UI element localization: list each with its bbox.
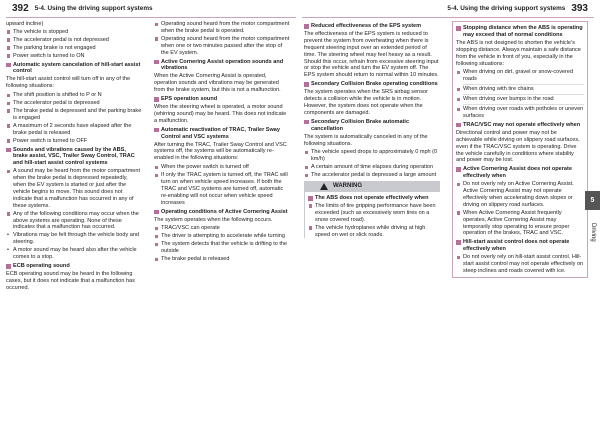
paragraph: The system operates when the SRS airbag sensor detects a collision while the vehicle is in motion. However, the system does not operate when the components are damaged. <box>304 89 428 116</box>
section-heading: EPS operation sound <box>154 96 290 103</box>
aca-item: Do not overly rely on Active Cornering Assist. Active Cornering Assist may not operate effectively when accelerating down slopes or driving on slippery road surfaces. <box>456 181 584 209</box>
warning-heading: The ABS does not operate effectively when <box>308 195 440 202</box>
section-heading: Active Cornering Assist operation sounds and vibrations <box>154 59 290 73</box>
section-heading: Sounds and vibrations caused by the ABS, brake assist, VSC, Trailer Sway Control, TRAC and hill-start assist control systems <box>6 147 142 168</box>
left-page-number: 392 <box>12 2 29 14</box>
abs-stopping-text: The ABS is not designed to shorten the vehicle's stopping distance. Always maintain a safe distance from the vehicle in front of you, especially in the following situations: <box>456 39 581 67</box>
sub-bullet-item: • Vibrations may be felt through the vehicle body and steering. <box>6 232 142 246</box>
bullet-item: The brake pedal is depressed and the parking brake is engaged <box>6 108 142 122</box>
bullet-item: The vehicle is stopped <box>6 29 142 36</box>
right-page-header <box>302 0 594 16</box>
right-header-rule <box>302 17 594 18</box>
right-header-title: 5-4. Using the driving support systems <box>447 4 566 12</box>
section-heading: Operating conditions of Active Cornering Assist <box>154 209 290 216</box>
bullet-item: If only the TRAC system is turned off, the TRAC will turn on when vehicle speed increases. If both the TRAC and VSC systems are turned off, automatic re-enabling will not occur when vehicle speed increases <box>154 172 290 207</box>
bullet-item: Any of the following conditions may occur when the above systems are operating. None of these indicates that a malfunction has occurred. <box>6 211 142 232</box>
bullet-item: The accelerator pedal is depressed a large amount <box>304 172 440 179</box>
abs-situation-item: When driving on dirt, gravel or snow-covered roads <box>456 69 584 83</box>
right-page-number: 393 <box>571 2 588 14</box>
bullet-item: Power switch is turned to OFF <box>6 138 142 145</box>
bullet-item: The vehicle speed drops to approximately 0 mph (0 km/h) <box>304 149 440 163</box>
divider <box>463 94 584 95</box>
chapter-tab[interactable]: 5 <box>585 191 600 210</box>
bullet-item: The accelerator pedal is not depressed <box>6 37 142 44</box>
hill-start-heading: Hill-start assist control does not operate effectively when <box>456 239 584 253</box>
column-3-body <box>304 23 440 179</box>
paragraph: The system operates when the following occurs. <box>154 216 273 223</box>
bullet-item: TRAC/VSC can operate <box>154 225 290 232</box>
section-heading: ECB operating sound <box>6 263 142 270</box>
column-1 <box>6 21 142 294</box>
sub-bullet-item: • A motor sound may be heard also after the vehicle comes to a stop. <box>6 247 142 261</box>
continued-text: upward incline) <box>6 21 44 27</box>
bullet-item: The shift position is shifted to P or N <box>6 92 142 99</box>
paragraph: When the Active Cornering Assist is operated, operation sounds and vibrations may be generated from the brake system, but this is not a malfunction. <box>154 73 281 94</box>
trac-vsc-text: Directional control and power may not be achievable while driving on slippery road surfaces, even if the TRAC/VSC system is operating. Drive the vehicle carefully in conditions where stability and power may be lost. <box>456 129 580 164</box>
abs-situation-item: When driving with tire chains <box>456 86 584 93</box>
section-heading: Reduced effectiveness of the EPS system <box>304 23 440 30</box>
bullet-item: A certain amount of time elapses during operation <box>304 164 440 171</box>
warning-header <box>304 181 440 192</box>
divider <box>463 84 584 85</box>
bullet-item: When the power switch is turned off <box>154 164 290 171</box>
warning-item: The vehicle hydroplanes while driving at high speed on wet or slick roads. <box>308 225 440 239</box>
bullet-item: A maximum of 2 seconds have elapsed after the brake pedal is released <box>6 123 142 137</box>
section-heading: Secondary Collision Brake operating conditions <box>304 81 440 88</box>
abs-situation-item: When driving over bumps in the road <box>456 96 584 103</box>
bullet-item: The accelerator pedal is depressed <box>6 100 142 107</box>
left-header-rule <box>6 17 296 18</box>
bullet-item: The brake pedal is released <box>154 256 290 263</box>
bullet-item: Power switch is turned to ON <box>6 53 142 60</box>
left-header-title: 5-4. Using the driving support systems <box>34 4 153 12</box>
bullet-item: The driver is attempting to accelerate while turning <box>154 233 290 240</box>
divider <box>463 104 584 105</box>
paragraph: The system is automatically canceled in any of the following situations. <box>304 133 428 147</box>
aca-item: When Active Cornering Assist frequently operates, Active Cornering Assist may temporarily stop operating to ensure proper operation of the brakes, TRAC and VSC. <box>456 210 584 238</box>
trac-vsc-heading: TRAC/VSC may not operate effectively when <box>456 122 584 129</box>
abs-stopping-distance-box <box>452 21 588 278</box>
abs-stopping-heading: Stopping distance when the ABS is operating may exceed that of normal conditions <box>456 25 584 39</box>
bullet-item: The parking brake is not engaged <box>6 45 142 52</box>
section-heading: Automatic system cancelation of hill-start assist control <box>6 62 142 76</box>
paragraph: ECB operating sound may be heard in the following cases, but it does not indicate that a malfunction has occurred. <box>6 270 135 291</box>
paragraph: When the steering wheel is operated, a motor sound (whirring sound) may be heard. This does not indicate a malfunction. <box>154 103 287 124</box>
paragraph: The effectiveness of the EPS system is reduced to prevent the system from overheating when there is frequent steering input over an extended period of time. The steering wheel may feel heavy as a result. Should this occur, refrain from excessive steering input or stop the vehicle and turn the EV system off. The EPS system should return to normal within 10 minutes. <box>304 30 439 79</box>
left-page-header <box>6 0 296 16</box>
column-2 <box>154 21 290 264</box>
bullet-item: The system detects that the vehicle is drifting to the outside <box>154 241 290 255</box>
aca-heading: Active Cornering Assist does not operate effectively when <box>456 166 584 180</box>
section-heading: Automatic reactivation of TRAC, Trailer Sway Control and VSC systems <box>154 127 290 141</box>
column-4 <box>452 21 588 278</box>
warning-title: WARNING <box>333 183 362 190</box>
warning-item: The limits of tire gripping performance have been exceeded (such as excessively worn tires on a snow covered road). <box>308 203 440 224</box>
bullet-item: Operating sound heard from the motor compartment when the brake pedal is operated. <box>154 21 290 35</box>
chapter-tab-label: Driving <box>590 222 596 242</box>
paragraph: The hill-start assist control will turn off in any of the following situations: <box>6 76 131 90</box>
bullet-item: Operating sound heard from the motor compartment when one or two minutes passed after the stop of the EV system. <box>154 36 290 57</box>
hill-start-item: Do not overly rely on hill-start assist control. Hill-start assist control may not operate effectively on steep inclines and roads covered with ice. <box>456 254 584 275</box>
bullet-item: A sound may be heard from the motor compartment when the brake pedal is depressed repeatedly, when the EV system is started or just after the vehicle begins to move. This sound does not indicate that a malfunction has occurred in any of these systems. <box>6 168 142 209</box>
column-3 <box>304 21 440 239</box>
paragraph: After turning the TRAC, Trailer Sway Control and VSC systems off, the systems will be automatically re-enabled in the following situations: <box>154 141 287 162</box>
abs-situation-item: When driving over roads with potholes or uneven surfaces <box>456 106 584 120</box>
warning-triangle-icon <box>320 183 328 190</box>
warning-body <box>304 192 440 238</box>
section-heading: Secondary Collision Brake automatic cancellation <box>304 119 440 133</box>
